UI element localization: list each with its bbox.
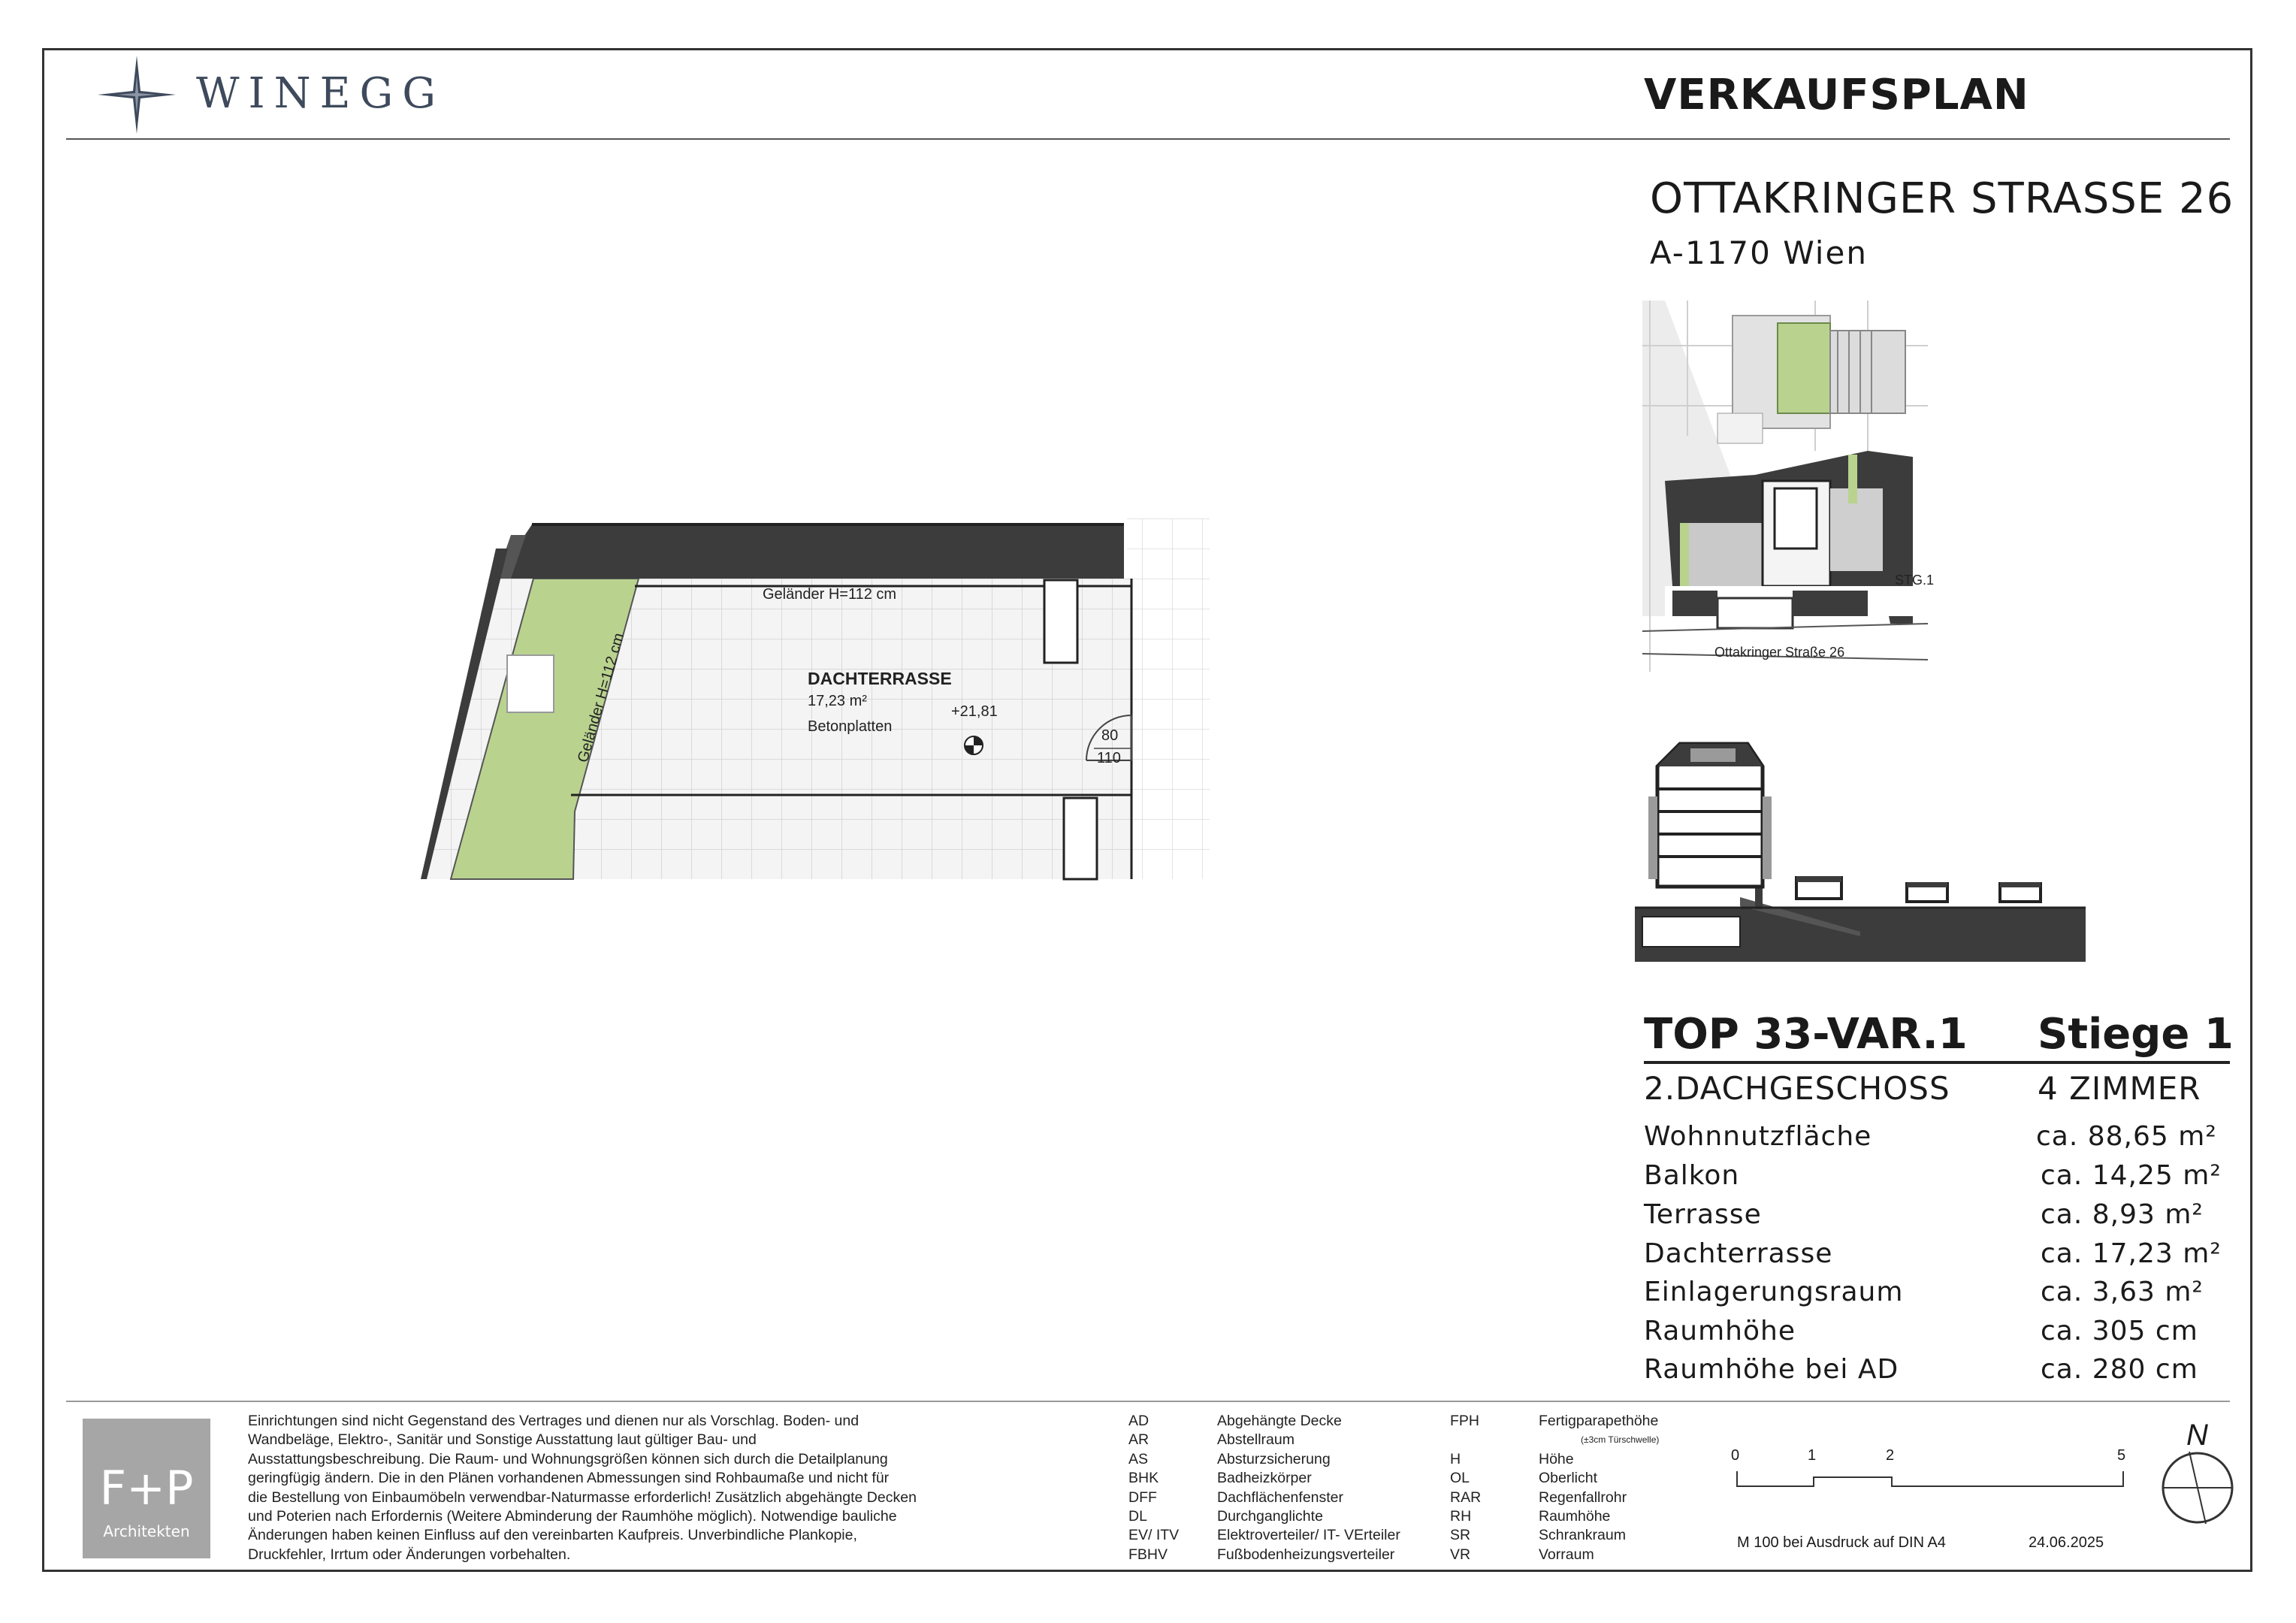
- area-label: Raumhöhe: [1644, 1316, 1796, 1346]
- area-row: [1644, 1121, 2215, 1160]
- abbrev-code: RAR: [1450, 1489, 1482, 1506]
- level-mark: +21,81: [951, 703, 998, 720]
- compass-star-icon: [95, 53, 179, 137]
- area-value: ca. 17,23 m²: [2041, 1238, 2222, 1269]
- area-value: ca. 305 cm: [2041, 1316, 2198, 1346]
- abbrev-text: Oberlicht: [1539, 1470, 1598, 1487]
- abbrev-code: FPH: [1450, 1413, 1479, 1429]
- area-value: ca. 280 cm: [2041, 1354, 2198, 1385]
- abbrev-text: Höhe: [1539, 1450, 1574, 1467]
- scale-text: M 100 bei Ausdruck auf DIN A4: [1737, 1534, 1946, 1551]
- unit-stair: Stiege 1: [2038, 1010, 2234, 1059]
- railing-side-label: Geländer H=112 cm: [574, 631, 628, 765]
- abbrev-text: Regenfallrohr: [1539, 1489, 1627, 1506]
- abbrev-text: Badheizkörper: [1217, 1470, 1312, 1487]
- disclaimer-line: Ausstattungsbeschreibung. Die Raum- und Wohnungsgrößen können sich durch die Detailplanung: [248, 1450, 888, 1467]
- door-width: 80: [1101, 727, 1119, 744]
- scale-tick-label: 2: [1886, 1447, 1895, 1464]
- north-label: N: [2186, 1419, 2208, 1452]
- abbrev-text: Schrankraum: [1539, 1527, 1626, 1544]
- disclaimer-line: geringfügig ändern. Die in den Plänen vorhandenen Abmessungen sind Rohbaumaße und nicht für: [248, 1470, 890, 1487]
- room-name: DACHTERRASSE: [808, 669, 952, 688]
- abbrev-codes-left: [1128, 1412, 1179, 1564]
- plan-date: 24.06.2025: [2029, 1534, 2104, 1551]
- disclaimer-line: Einrichtungen sind nicht Gegenstand des Vertrages und dienen nur als Vorschlag. Boden- und: [248, 1413, 859, 1429]
- area-label: Einlagerungsraum: [1644, 1277, 1904, 1307]
- section-drawing: [1635, 736, 2086, 962]
- abbrev-code: FBHV: [1128, 1546, 1168, 1563]
- abbrev-code: AR: [1128, 1431, 1150, 1449]
- disclaimer-line: und Poterien nach Erfordernis (Weitere Abminderung der Raumhöhe möglich). Notwendige bauliche: [248, 1508, 897, 1525]
- footer-divider: [66, 1401, 2230, 1402]
- north-compass-icon: [2156, 1449, 2239, 1524]
- area-value: ca. 14,25 m²: [2041, 1160, 2222, 1191]
- brand-name: WINEGG: [196, 69, 446, 118]
- logo-sub: Architekten: [103, 1522, 190, 1540]
- area-row: [1644, 1354, 2215, 1393]
- area-row: [1644, 1277, 2215, 1316]
- area-value: ca. 3,63 m²: [2041, 1277, 2204, 1307]
- area-value: ca. 88,65 m²: [2036, 1121, 2217, 1152]
- area-row: [1644, 1160, 2222, 1199]
- building-section: [1635, 736, 2086, 962]
- unit-top: TOP 33-VAR.1: [1644, 1010, 1968, 1059]
- site-plan: [1642, 301, 1935, 672]
- abbrev-text: Durchganglichte: [1217, 1508, 1323, 1525]
- abbrev-code: H: [1450, 1450, 1461, 1467]
- abbrev-text: Fertigparapethöhe: [1539, 1413, 1659, 1429]
- area-label: Wohnnutzfläche: [1644, 1121, 1872, 1152]
- area-label: Dachterrasse: [1644, 1238, 1833, 1269]
- railing-top-label: Geländer H=112 cm: [763, 586, 897, 603]
- area-row: [1644, 1238, 2222, 1277]
- scale-tick-label: 5: [2117, 1447, 2126, 1464]
- abbrev-code: BHK: [1128, 1470, 1159, 1487]
- unit-divider: [1644, 1061, 2230, 1064]
- room-area: 17,23 m²: [808, 693, 867, 709]
- abbrev-code: EV/ ITV: [1128, 1527, 1180, 1544]
- abbrev-code: OL: [1450, 1470, 1470, 1487]
- area-label: Terrasse: [1644, 1199, 1762, 1230]
- site-street-label: Ottakringer Straße 26: [1714, 645, 1845, 660]
- abbrev-text: Abgehängte Decke: [1217, 1413, 1342, 1429]
- abbrev-code: VR: [1450, 1546, 1471, 1563]
- area-label: Balkon: [1644, 1160, 1740, 1191]
- abbrev-text: Elektroverteiler/ IT- VErteiler: [1217, 1527, 1400, 1544]
- area-row: [1644, 1316, 2215, 1355]
- abbrev-text: Raumhöhe: [1539, 1508, 1611, 1525]
- disclaimer-line: Druckfehler, Irrtum oder Änderungen vorbehalten.: [248, 1546, 571, 1563]
- architect-logo: [83, 1419, 210, 1558]
- abbrev-text: Absturzsicherung: [1217, 1450, 1331, 1467]
- disclaimer: [248, 1412, 1089, 1564]
- abbrev-text: Vorraum: [1539, 1546, 1594, 1563]
- disclaimer-line: Wandbeläge, Elektro-, Sanitär und Sonstige Ausstattung laut gültiger Bau- und: [248, 1431, 757, 1449]
- scale-bar: [1728, 1443, 2149, 1495]
- abbrev-codes-right: [1450, 1412, 1481, 1564]
- page-title: VERKAUFSPLAN: [1644, 71, 2029, 119]
- door-height: 110: [1097, 750, 1121, 766]
- scale-tick-label: 0: [1731, 1447, 1740, 1464]
- fph-note: (±3cm Türschwelle): [1581, 1434, 1660, 1446]
- address-city: A-1170 Wien: [1650, 234, 1868, 271]
- north-arrow: [2156, 1419, 2239, 1524]
- area-label: Raumhöhe bei AD: [1644, 1354, 1899, 1385]
- abbrev-code: SR: [1450, 1527, 1471, 1544]
- unit-floor: 2.DACHGESCHOSS: [1644, 1070, 1950, 1107]
- abbrev-text: Abstellraum: [1217, 1431, 1295, 1449]
- abbrev-text: Dachflächenfenster: [1217, 1489, 1344, 1506]
- abbrev-texts-right: [1539, 1412, 1659, 1564]
- site-stair-label: STG.1: [1895, 573, 1935, 588]
- disclaimer-line: Änderungen haben keinen Einfluss auf den vereinbarten Kaufpreis. Unverbindliche Plankopie,: [248, 1527, 857, 1544]
- floor-plan: [421, 518, 1210, 887]
- abbrev-code: DL: [1128, 1508, 1147, 1525]
- room-floor: Betonplatten: [808, 718, 893, 735]
- abbrev-texts-left: [1217, 1412, 1400, 1564]
- logo-main: F+P: [99, 1461, 194, 1516]
- winegg-logo: [95, 53, 446, 137]
- abbrev-code: RH: [1450, 1508, 1472, 1525]
- abbrev-text: Fußbodenheizungsverteiler: [1217, 1546, 1395, 1563]
- site-plan-drawing: [1642, 301, 1928, 672]
- address-street: OTTAKRINGER STRASSE 26: [1650, 174, 2234, 223]
- area-row: [1644, 1199, 2215, 1238]
- scale-tick-label: 1: [1808, 1447, 1817, 1464]
- abbrev-code: DFF: [1128, 1489, 1157, 1506]
- header-divider: [66, 138, 2230, 140]
- unit-rooms: 4 ZIMMER: [2038, 1070, 2201, 1107]
- abbrev-code: AD: [1128, 1413, 1150, 1429]
- area-value: ca. 8,93 m²: [2041, 1199, 2204, 1230]
- abbrev-code: AS: [1128, 1450, 1149, 1467]
- scale-bar-graphic: [1728, 1470, 2149, 1492]
- disclaimer-line: die Bestellung von Einbaumöbeln verwendbar-Naturmasse erforderlich! Zusätzlich abgehängte Decken: [248, 1489, 917, 1506]
